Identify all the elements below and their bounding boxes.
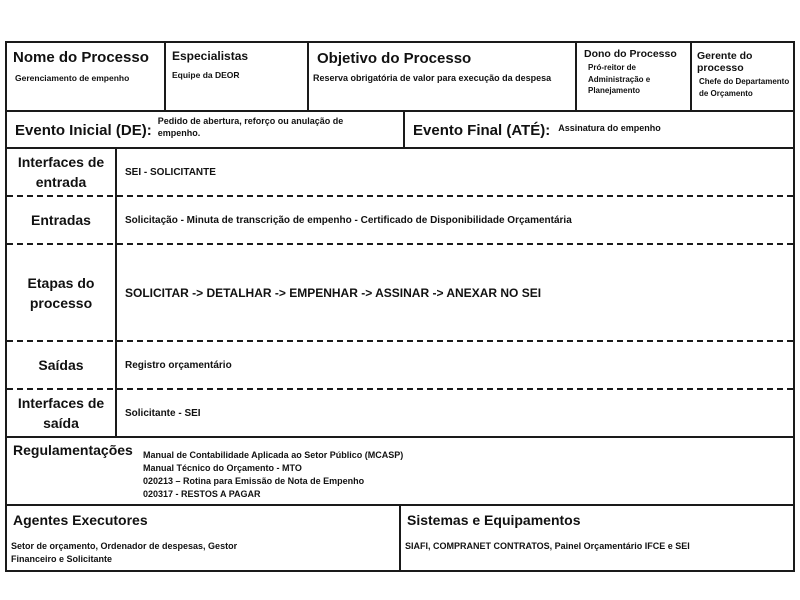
gerente-label: Gerente do processo bbox=[697, 50, 753, 74]
regulamentacao-item: 020213 – Rotina para Emissão de Nota de Empenho bbox=[143, 476, 365, 486]
divider bbox=[164, 43, 166, 110]
row-label-line: Etapas do bbox=[27, 274, 95, 291]
dono-value-line: Pró-reitor de bbox=[588, 63, 637, 72]
sistemas-label: Sistemas e Equipamentos bbox=[407, 512, 581, 528]
row-value-entradas: Solicitação - Minuta de transcrição de empenho - Certificado de Disponibilidade Orçamentária bbox=[125, 214, 572, 226]
divider bbox=[307, 43, 309, 110]
evento-final-value: Assinatura do empenho bbox=[558, 123, 661, 133]
evento-final-cell bbox=[413, 115, 788, 145]
evento-inicial-cell bbox=[15, 115, 400, 145]
agentes-value-line: Setor de orçamento, Ordenador de despesas, Gestor bbox=[11, 541, 238, 551]
nome-processo-value: Gerenciamento de empenho bbox=[15, 73, 130, 83]
sistemas-value: SIAFI, COMPRANET CONTRATOS, Painel Orçamentário IFCE e SEI bbox=[405, 541, 690, 551]
row-value-interfaces-entrada: SEI - SOLICITANTE bbox=[125, 166, 216, 178]
divider bbox=[575, 43, 577, 110]
regulamentacao-item: Manual de Contabilidade Aplicada ao Setor Público (MCASP) bbox=[143, 450, 404, 460]
row-label-saidas bbox=[7, 342, 115, 388]
regulamentacao-item: Manual Técnico do Orçamento - MTO bbox=[143, 463, 302, 473]
nome-processo-label: Nome do Processo bbox=[13, 49, 149, 66]
row-value-etapas: SOLICITAR -> DETALHAR -> EMPENHAR -> ASSINAR -> ANEXAR NO SEI bbox=[125, 285, 542, 300]
process-sheet bbox=[5, 41, 795, 506]
evento-inicial-value-line: empenho. bbox=[157, 128, 201, 138]
dono-cell bbox=[584, 48, 688, 97]
agentes-executores-box bbox=[5, 504, 401, 572]
row-label-line: Interfaces de bbox=[17, 395, 105, 411]
especialistas-cell bbox=[172, 49, 302, 81]
regulamentacao-item: 020317 - RESTOS A PAGAR bbox=[143, 489, 261, 499]
row-label-line: Saídas bbox=[38, 357, 84, 373]
row-label-line: Interfaces de bbox=[17, 154, 105, 170]
dono-value-line: Administração e bbox=[588, 74, 651, 84]
row-label-etapas bbox=[7, 245, 115, 340]
agentes-value-line: Financeiro e Solicitante bbox=[11, 554, 113, 564]
especialistas-value: Equipe da DEOR bbox=[172, 70, 240, 80]
divider bbox=[690, 43, 692, 110]
divider bbox=[403, 110, 405, 147]
objetivo-value: Reserva obrigatória de valor para execução da despesa bbox=[313, 73, 552, 83]
divider bbox=[115, 147, 117, 436]
row-value-saidas: Registro orçamentário bbox=[125, 359, 232, 371]
row-label-line: Entradas bbox=[31, 212, 91, 228]
row-label-line: saída bbox=[43, 415, 79, 431]
row-label-entradas bbox=[7, 197, 115, 243]
sistemas-equipamentos-box bbox=[399, 504, 795, 572]
agentes-label: Agentes Executores bbox=[13, 512, 148, 528]
especialistas-label: Especialistas bbox=[172, 49, 249, 63]
objetivo-cell bbox=[313, 50, 573, 84]
row-label-line: entrada bbox=[35, 174, 87, 190]
objetivo-label: Objetivo do Processo bbox=[317, 50, 472, 67]
row-value-interfaces-saida: Solicitante - SEI bbox=[125, 407, 201, 419]
gerente-cell bbox=[697, 50, 795, 99]
evento-final-label: Evento Final (ATÉ): bbox=[413, 121, 551, 139]
dono-label: Dono do Processo bbox=[584, 48, 677, 60]
divider bbox=[7, 110, 793, 112]
gerente-value-line: de Orçamento bbox=[699, 88, 753, 98]
regulamentacoes-list bbox=[143, 449, 403, 501]
gerente-value-line: Chefe do Departamento bbox=[699, 77, 790, 86]
evento-inicial-label: Evento Inicial (DE): bbox=[15, 121, 152, 139]
dono-value-line: Planejamento bbox=[588, 86, 641, 95]
row-label-line: processo bbox=[29, 294, 93, 311]
row-label-interfaces-saida bbox=[7, 390, 115, 436]
divider bbox=[7, 436, 793, 438]
evento-inicial-value-line: Pedido de abertura, reforço ou anulação de bbox=[157, 116, 344, 126]
row-label-interfaces-entrada bbox=[7, 149, 115, 195]
regulamentacoes-label: Regulamentações bbox=[13, 442, 133, 458]
nome-processo-cell bbox=[13, 49, 161, 84]
